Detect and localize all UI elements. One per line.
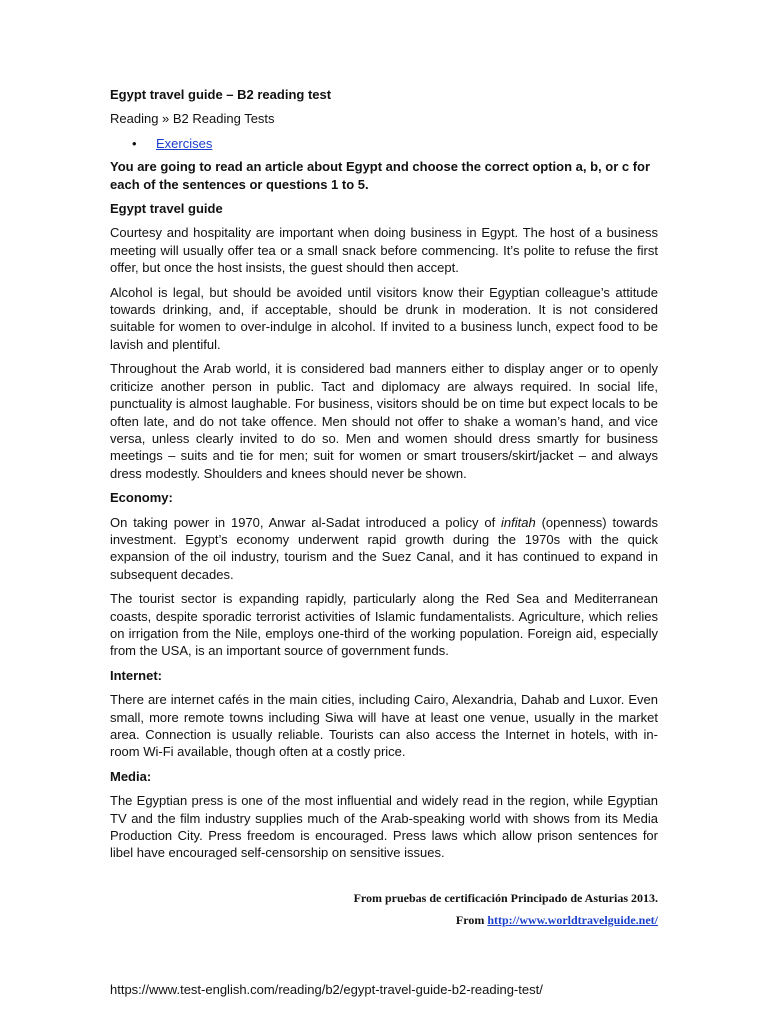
breadcrumb: Reading » B2 Reading Tests: [110, 111, 275, 127]
paragraph-media: The Egyptian press is one of the most influential and widely read in the region, while Egyptian TV and the film industry supplies much of the Arab-speaking world with shows from its Media Production City. Press freedom is encouraged. Press laws which allow prison sentences for libel have encouraged self-censorship on sensitive issues.: [110, 793, 658, 861]
paragraph-manners: Throughout the Arab world, it is considered bad manners either to display anger or to openly criticize another person in public. Tact and diplomacy are always required. In social life, punctuality is almost laughable. For business, visitors should be on time but expect locals to be often late, and do not take offence. Men should not offer to shake a woman’s hand, and vice versa, unless clearly invited to do so. Men and women should dress smartly for business meetings – suits and tie for men; suit for women or smart trousers/skirt/jacket – and always dress modestly. Shoulders and knees should never be shown.: [110, 361, 658, 481]
source-link-line: [110, 912, 658, 928]
internet-heading: Internet:: [110, 667, 162, 683]
media-heading: Media:: [110, 768, 152, 784]
economy-heading: Economy:: [110, 490, 173, 506]
paragraph-courtesy: Courtesy and hospitality are important when doing business in Egypt. The host of a business meeting will usually offer tea or a small snack before commencing. It’s polite to refuse the first offer, but once the host insists, the guest should then accept.: [110, 225, 658, 276]
economy-text-after: (openness) towards investment. Egypt’s economy underwent rapid growth during the 1970s with the quick expansion of the oil industry, tourism and the Suez Canal, and it has continued to expand in subsequent decades.: [110, 514, 658, 582]
footer-url: https://www.test-english.com/reading/b2/egypt-travel-guide-b2-reading-test/: [110, 982, 543, 997]
economy-italic-term: infitah: [501, 514, 536, 530]
article-title: Egypt travel guide: [110, 201, 223, 217]
paragraph-economy-1: [110, 514, 658, 584]
links-list: [110, 135, 658, 152]
paragraph-economy-2: The tourist sector is expanding rapidly, particularly along the Red Sea and Mediterranean coasts, despite sporadic terrorist activities of Islamic fundamentalists. Agriculture, which relies on irrigation from the Nile, employs one-third of the working population. Foreign aid, especially from the USA, is an important source of government funds.: [110, 591, 658, 659]
exercises-link[interactable]: Exercises: [156, 135, 213, 151]
instructions-text: You are going to read an article about Egypt and choose the correct option a, b, or c for each of the sentences or questions 1 to 5.: [110, 159, 651, 192]
source-prefix: From: [455, 912, 488, 927]
source-link[interactable]: http://www.worldtravelguide.net/: [487, 912, 658, 927]
paragraph-internet: There are internet cafés in the main cities, including Cairo, Alexandria, Dahab and Luxor. Even small, more remote towns including Siwa will have at least one venue, usually in the market area. Connection is usually reliable. Tourists can also access the Internet in hotels, with in-room Wi-Fi available, though often at a costly price.: [110, 692, 658, 760]
document-content: [110, 86, 658, 928]
economy-text-before: On taking power in 1970, Anwar al-Sadat introduced a policy of: [110, 514, 502, 530]
paragraph-alcohol: Alcohol is legal, but should be avoided until visitors know their Egyptian colleague’s attitude towards drinking, and, if acceptable, should be drunk in moderation. It is not considered suitable for women to over-indulge in alcohol. If invited to a business lunch, expect food to be lavish and plentiful.: [110, 284, 658, 352]
source-citation: From pruebas de certificación Principado de Asturias 2013.: [353, 890, 658, 905]
list-item: [110, 135, 658, 152]
page-title: Egypt travel guide – B2 reading test: [110, 87, 332, 102]
